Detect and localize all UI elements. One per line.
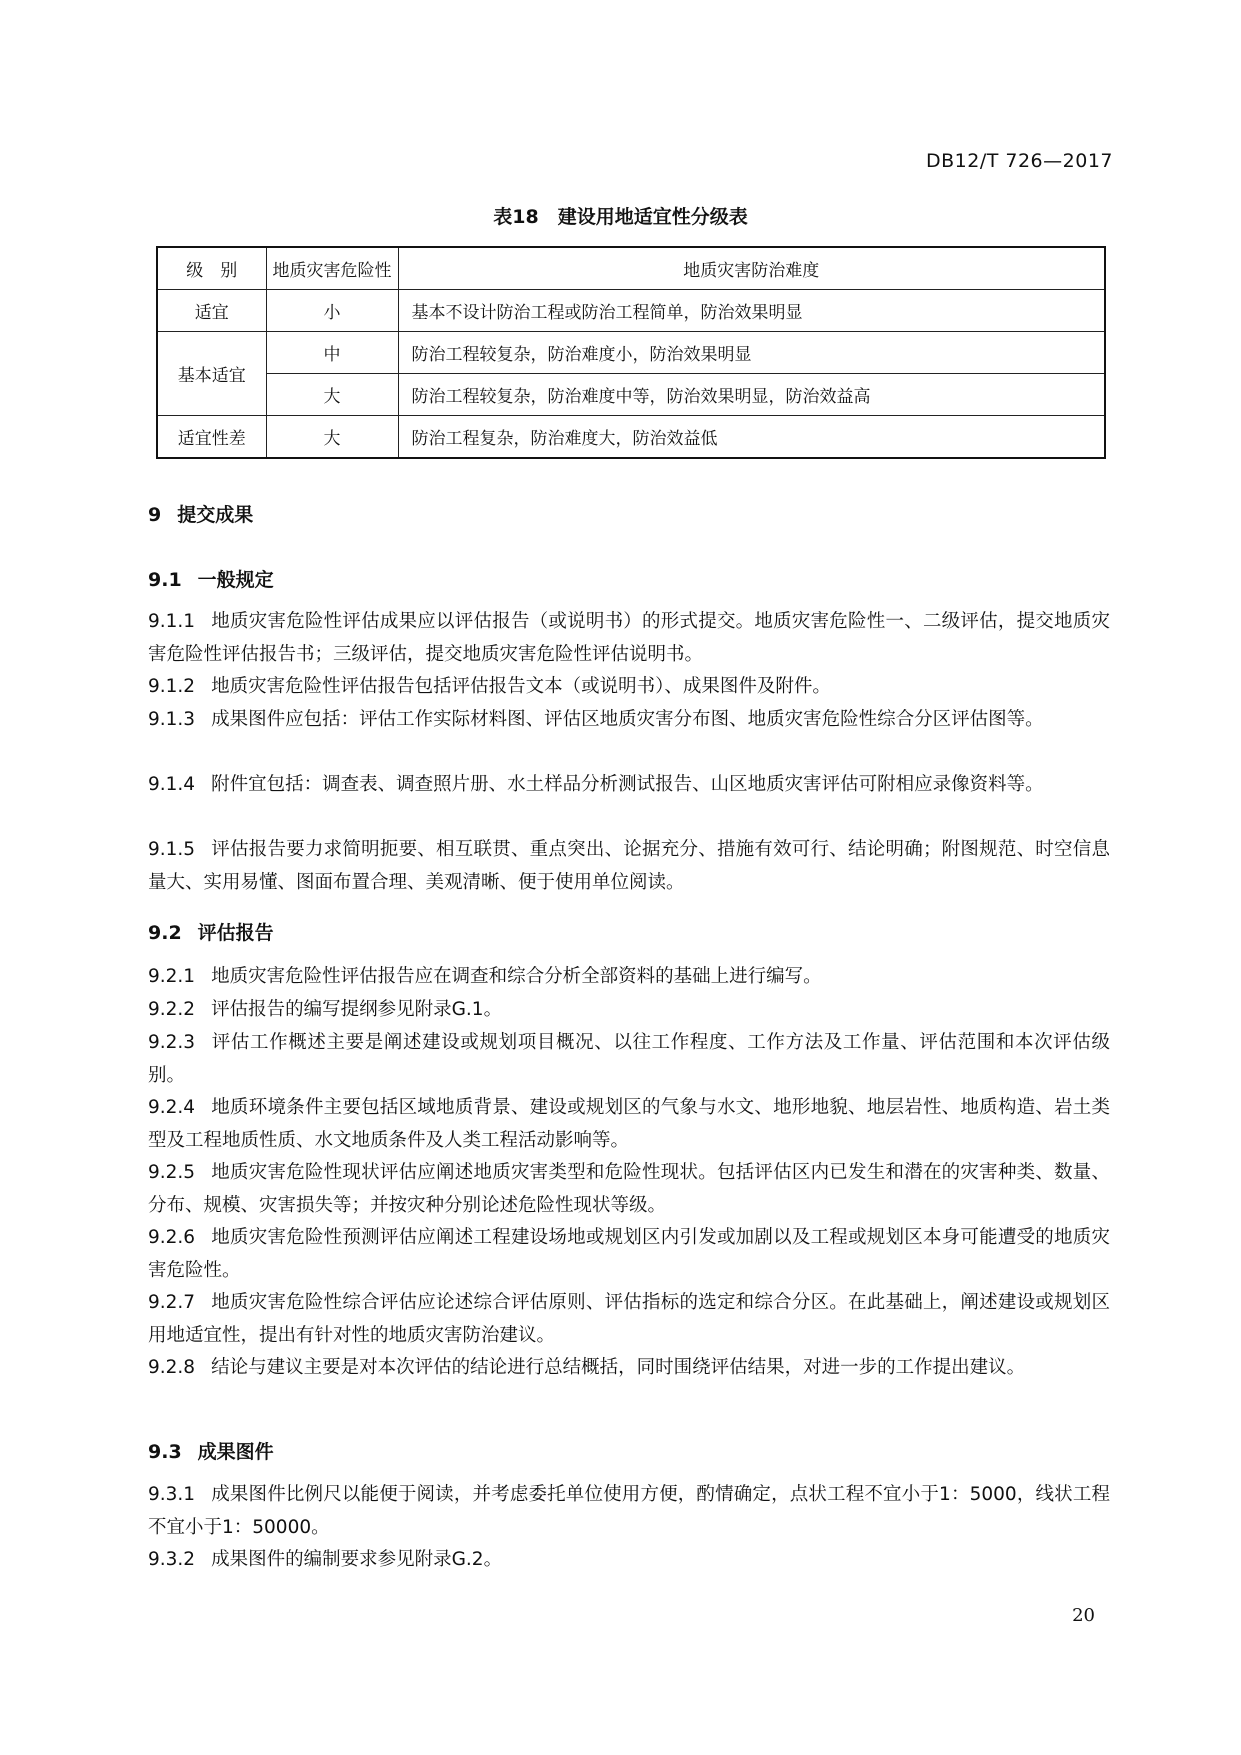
clause-text: 评估报告的编写提纲参见附录G.1。	[211, 999, 503, 1020]
clause	[148, 1026, 1110, 1092]
suitability-table	[156, 246, 1106, 459]
clause	[148, 703, 1110, 736]
clause-text: 成果图件比例尺以能便于阅读，并考虑委托单位使用方便，酌情确定，点状工程不宜小于1：5000，线状工程不宜小于1：50000。	[148, 1484, 1110, 1538]
document-id: DB12/T 726—2017	[925, 150, 1113, 172]
risk-cell: 中	[266, 332, 398, 374]
clause	[148, 1286, 1110, 1352]
table-row	[157, 416, 1105, 459]
clause-number: 9.1.2	[148, 676, 196, 697]
clause-number: 9.2.3	[148, 1032, 196, 1053]
clause-text: 评估报告要力求简明扼要、相互联贯、重点突出、论据充分、措施有效可行、结论明确；附图规范、时空信息量大、实用易懂、图面布置合理、美观清晰、便于使用单位阅读。	[148, 839, 1110, 893]
clause-number: 9.1.1	[148, 611, 196, 632]
table-row	[157, 332, 1105, 374]
clause-number: 9.3.2	[148, 1549, 196, 1570]
clause-text: 地质灾害危险性预测评估应阐述工程建设场地或规划区内引发或加剧以及工程或规划区本身可能遭受的地质灾害危险性。	[148, 1227, 1110, 1281]
clause-number: 9.1.5	[148, 839, 196, 860]
clause-text: 地质灾害危险性评估成果应以评估报告（或说明书）的形式提交。地质灾害危险性一、二级评估，提交地质灾害危险性评估报告书；三级评估，提交地质灾害危险性评估说明书。	[148, 611, 1110, 665]
column-header: 级 别	[157, 247, 266, 290]
risk-cell: 大	[266, 374, 398, 416]
difficulty-cell: 防治工程较复杂，防治难度小，防治效果明显	[398, 332, 1105, 374]
clause-number: 9.2.8	[148, 1357, 196, 1378]
table-header-row	[157, 247, 1105, 290]
clause	[148, 1351, 1110, 1384]
clause-text: 地质灾害危险性现状评估应阐述地质灾害类型和危险性现状。包括评估区内已发生和潜在的灾害种类、数量、分布、规模、灾害损失等；并按灾种分别论述危险性现状等级。	[148, 1162, 1110, 1216]
clause-text: 地质灾害危险性评估报告包括评估报告文本（或说明书）、成果图件及附件。	[211, 676, 831, 697]
page-number: 20	[1072, 1605, 1095, 1626]
clause-number: 9.2.6	[148, 1227, 196, 1248]
clause-number: 9.2.5	[148, 1162, 196, 1183]
clause-text: 地质环境条件主要包括区域地质背景、建设或规划区的气象与水文、地形地貌、地层岩性、地质构造、岩土类型及工程地质性质、水文地质条件及人类工程活动影响等。	[148, 1097, 1110, 1151]
grade-cell: 基本适宜	[157, 332, 266, 416]
subsection-heading	[148, 1437, 274, 1464]
clause	[148, 1478, 1110, 1544]
difficulty-cell: 防治工程较复杂，防治难度中等，防治效果明显，防治效益高	[398, 374, 1105, 416]
clause-number: 9.1.4	[148, 774, 196, 795]
clause	[148, 768, 1110, 801]
difficulty-cell: 基本不设计防治工程或防治工程简单，防治效果明显	[398, 290, 1105, 332]
grade-cell: 适宜	[157, 290, 266, 332]
subsection-number: 9.1	[148, 569, 182, 591]
clause	[148, 605, 1110, 671]
section-heading	[148, 500, 253, 527]
clause-text: 地质灾害危险性综合评估应论述综合评估原则、评估指标的选定和综合分区。在此基础上，阐述建设或规划区用地适宜性，提出有针对性的地质灾害防治建议。	[148, 1292, 1110, 1346]
clause-text: 成果图件的编制要求参见附录G.2。	[211, 1549, 503, 1570]
clause-number: 9.2.4	[148, 1097, 196, 1118]
clause	[148, 1221, 1110, 1287]
clause-number: 9.3.1	[148, 1484, 196, 1505]
table-row	[157, 374, 1105, 416]
clause-number: 9.1.3	[148, 709, 196, 730]
clause-text: 成果图件应包括：评估工作实际材料图、评估区地质灾害分布图、地质灾害危险性综合分区评估图等。	[211, 709, 1044, 730]
risk-cell: 小	[266, 290, 398, 332]
subsection-heading	[148, 918, 274, 945]
subsection-title: 成果图件	[197, 1441, 274, 1463]
clause	[148, 960, 1110, 993]
subsection-heading	[148, 565, 274, 592]
clause-number: 9.2.2	[148, 999, 196, 1020]
section-title: 提交成果	[177, 504, 254, 526]
clause-number: 9.2.7	[148, 1292, 196, 1313]
table-title: 表18 建设用地适宜性分级表	[493, 206, 748, 228]
clause	[148, 1543, 1110, 1576]
column-header: 地质灾害防治难度	[398, 247, 1105, 290]
subsection-number: 9.3	[148, 1441, 182, 1463]
risk-cell: 大	[266, 416, 398, 459]
clause-text: 评估工作概述主要是阐述建设或规划项目概况、以往工作程度、工作方法及工作量、评估范围和本次评估级别。	[148, 1032, 1110, 1086]
clause-text: 地质灾害危险性评估报告应在调查和综合分析全部资料的基础上进行编写。	[211, 966, 822, 987]
table-row	[157, 290, 1105, 332]
section-number: 9	[148, 504, 162, 526]
clause	[148, 833, 1110, 899]
clause-text: 结论与建议主要是对本次评估的结论进行总结概括，同时围绕评估结果，对进一步的工作提出建议。	[211, 1357, 1026, 1378]
subsection-number: 9.2	[148, 922, 182, 944]
clause	[148, 993, 1110, 1026]
clause-number: 9.2.1	[148, 966, 196, 987]
clause	[148, 1091, 1110, 1157]
subsection-title: 一般规定	[197, 569, 274, 591]
subsection-title: 评估报告	[197, 922, 274, 944]
column-header: 地质灾害危险性	[266, 247, 398, 290]
difficulty-cell: 防治工程复杂，防治难度大，防治效益低	[398, 416, 1105, 459]
clause	[148, 670, 1110, 703]
grade-cell: 适宜性差	[157, 416, 266, 459]
clause-text: 附件宜包括：调查表、调查照片册、水土样品分析测试报告、山区地质灾害评估可附相应录像资料等。	[211, 774, 1044, 795]
clause	[148, 1156, 1110, 1222]
